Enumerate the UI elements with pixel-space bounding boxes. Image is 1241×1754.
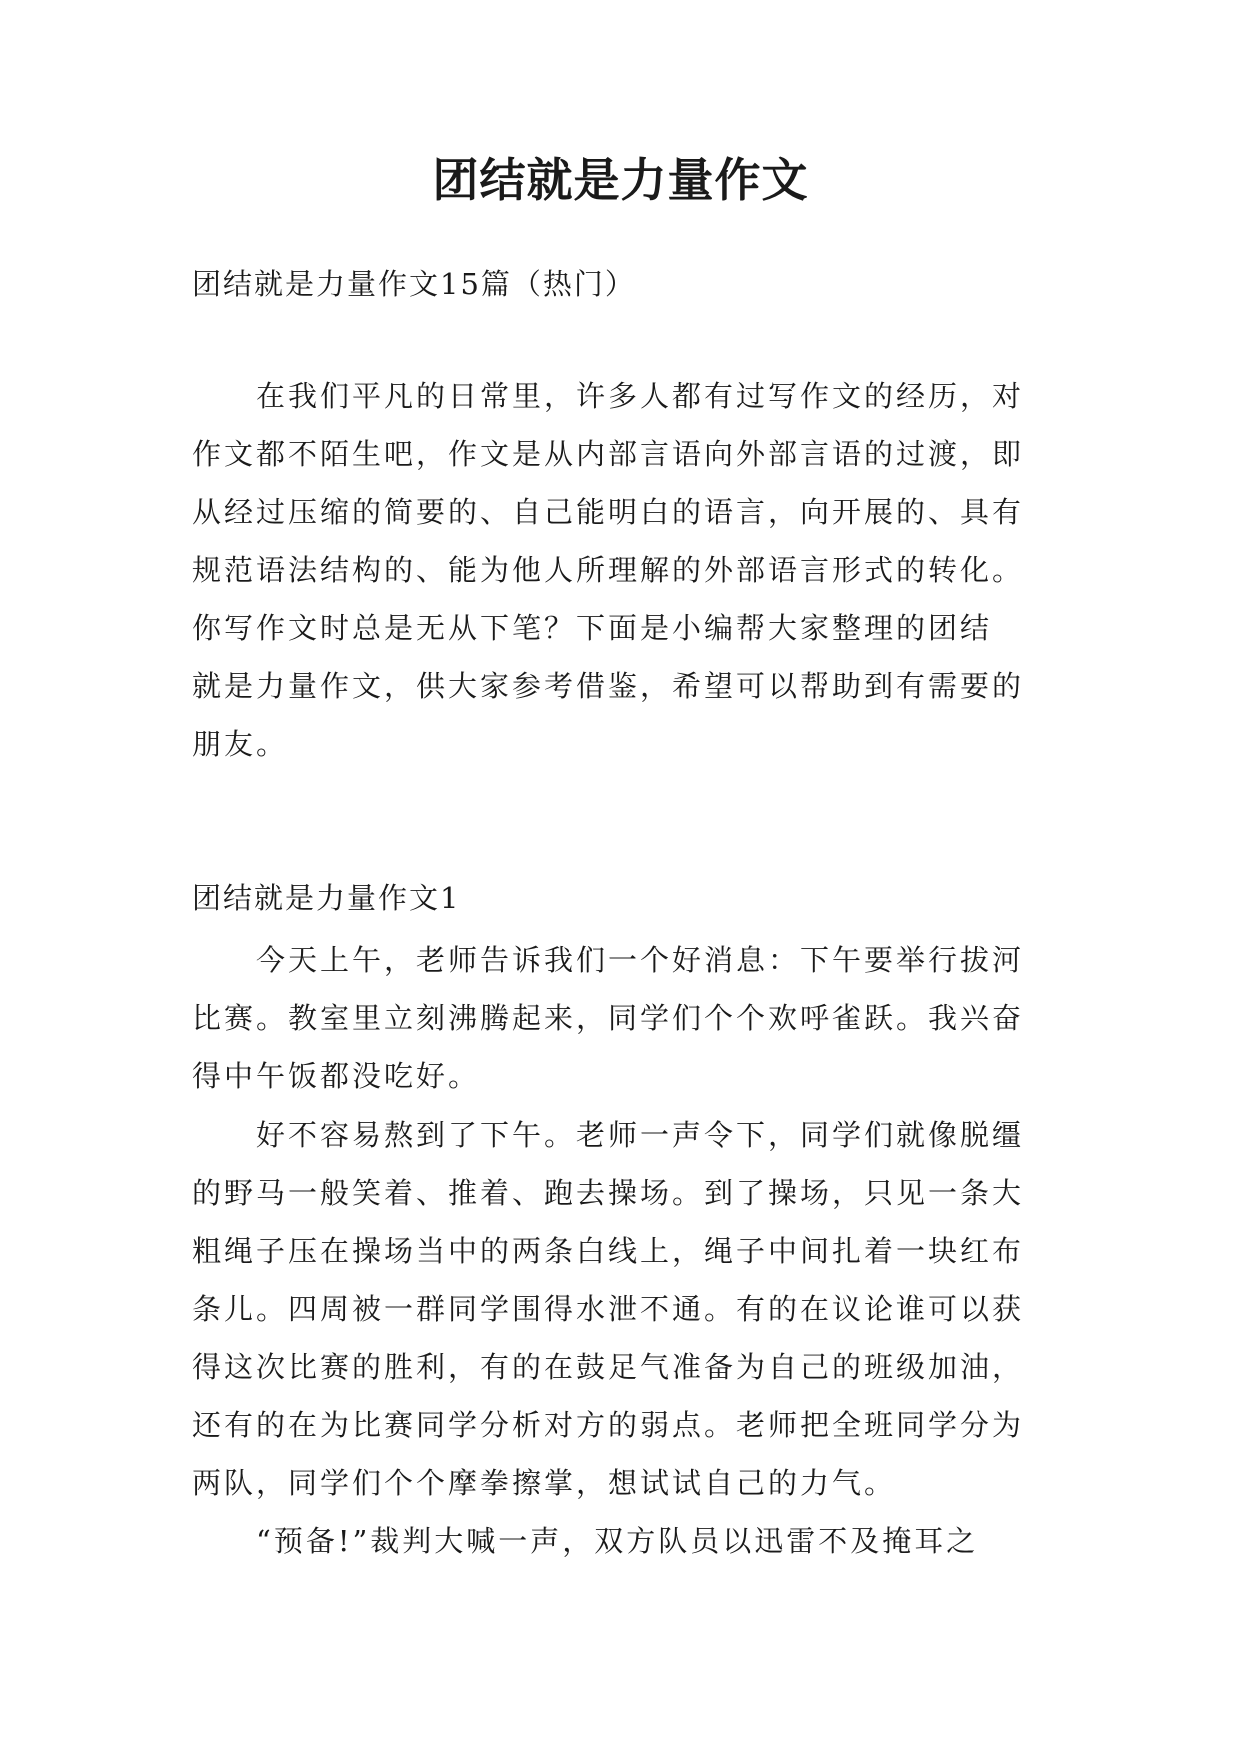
- body-line: 今天上午，老师告诉我们一个好消息：下午要举行拔河: [256, 943, 1025, 977]
- intro-line: 在我们平凡的日常里，许多人都有过写作文的经历，对: [256, 379, 1025, 413]
- intro-line: 规范语法结构的、能为他人所理解的外部语言形式的转化。: [192, 553, 1025, 587]
- intro-line: 从经过压缩的简要的、自己能明白的语言，向开展的、具有: [192, 495, 1025, 529]
- intro-paragraph: [192, 367, 1052, 773]
- body-line: 比赛。教室里立刻沸腾起来，同学们个个欢呼雀跃。我兴奋: [192, 1001, 1025, 1035]
- document-title: 团结就是力量作文: [432, 153, 809, 207]
- body-line: 粗绳子压在操场当中的两条白线上，绳子中间扎着一块红布: [192, 1234, 1025, 1268]
- body-line: 条儿。四周被一群同学围得水泄不通。有的在议论谁可以获: [192, 1292, 1025, 1326]
- body-line: 得中午饭都没吃好。: [192, 1059, 481, 1093]
- section1-paragraph-2: [192, 1106, 1052, 1512]
- body-line: “预备!”裁判大喊一声，双方队员以迅雷不及掩耳之: [256, 1524, 979, 1558]
- body-line: 两队，同学们个个摩拳擦掌，想试试自己的力气。: [192, 1466, 897, 1500]
- body-line: 得这次比赛的胜利，有的在鼓足气准备为自己的班级加油，: [192, 1350, 1025, 1384]
- section1-paragraph-3: [192, 1512, 1052, 1570]
- intro-line: 作文都不陌生吧，作文是从内部言语向外部言语的过渡，即: [192, 437, 1025, 471]
- body-line: 好不容易熬到了下午。老师一声令下，同学们就像脱缰: [256, 1118, 1025, 1152]
- intro-line: 朋友。: [192, 727, 289, 761]
- body-line: 还有的在为比赛同学分析对方的弱点。老师把全班同学分为: [192, 1408, 1025, 1442]
- document-subtitle: 团结就是力量作文15篇（热门）: [192, 267, 636, 301]
- section1-paragraph-1: [192, 931, 1052, 1105]
- intro-line: 你写作文时总是无从下笔？下面是小编帮大家整理的团结: [192, 611, 993, 645]
- intro-line: 就是力量作文，供大家参考借鉴，希望可以帮助到有需要的: [192, 669, 1025, 703]
- body-line: 的野马一般笑着、推着、跑去操场。到了操场，只见一条大: [192, 1176, 1025, 1210]
- section-heading: 团结就是力量作文1: [192, 881, 461, 915]
